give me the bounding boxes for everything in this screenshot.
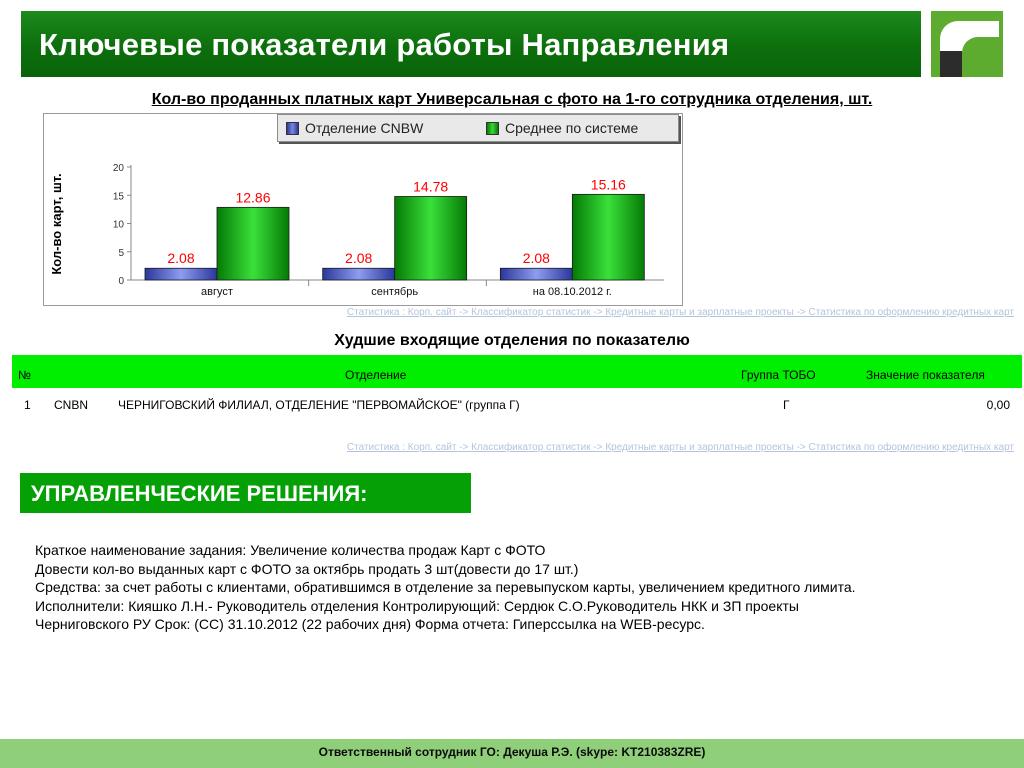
data-label: 2.08 [345, 250, 373, 267]
stats-breadcrumb-link-2[interactable]: Статистика : Корп. сайт -> Классификатор статистик -> Кредитные карты и зарплатные проекты -> Статистика по оформлению кредитных карт [346, 442, 1014, 453]
worst-branches-title: Худшие входящие отделения по показателю [334, 332, 690, 349]
bar-branch [145, 268, 217, 280]
y-axis-label: Кол-во карт, шт. [49, 173, 64, 275]
task-line-4: Исполнители: Кияшко Л.Н.- Руководитель отделения Контролирующий: Сердюк С.О.Руководитель НКК и ЗП проекты [35, 597, 799, 614]
bar-branch [500, 268, 572, 280]
x-category-label: сентябрь [371, 286, 419, 298]
footer-responsible: Ответственный сотрудник ГО: Декуша Р.Э. (skype: KT210383ZRE) [0, 739, 1024, 768]
stats-breadcrumb-link[interactable]: Статистика : Корп. сайт -> Классификатор статистик -> Кредитные карты и зарплатные проекты -> Статистика по оформлению кредитных карт [346, 307, 1014, 318]
page-title: Ключевые показатели работы Направления [39, 27, 730, 62]
x-category-label: август [201, 286, 233, 298]
legend-label-branch: Отделение CNBW [305, 120, 424, 136]
row-num: 1 [24, 398, 31, 412]
legend-label-average: Среднее по системе [505, 120, 639, 136]
col-header-group: Группа ТОБО [741, 368, 816, 382]
legend-swatch-branch [286, 122, 299, 135]
row-value: 0,00 [986, 398, 1010, 412]
data-label: 14.78 [413, 178, 449, 195]
table-row [12, 398, 1022, 418]
legend-item-branch [286, 120, 423, 136]
bar-chart [44, 114, 682, 305]
chart-title: Кол-во проданных платных карт Универсальная с фото на 1-го сотрудника отделения, шт. [151, 91, 873, 108]
x-category-label: на 08.10.2012 г. [532, 286, 612, 298]
y-tick-label: 15 [112, 191, 124, 203]
bar-branch [323, 268, 395, 280]
task-description [35, 541, 856, 634]
legend-item-average [486, 120, 638, 136]
legend-swatch-average [486, 122, 499, 135]
management-decisions-heading: УПРАВЛЕНЧЕСКИЕ РЕШЕНИЯ: [20, 473, 471, 513]
table-header [12, 355, 1022, 388]
row-code: CNBN [54, 398, 89, 412]
task-line-3: Средства: за счет работы с клиентами, обратившимся в отделение за перевыпуском карты, увеличением кредитного лимита. [35, 579, 856, 595]
bar-average [395, 196, 467, 280]
task-line-5: Черниговского РУ Срок: (СС) 31.10.2012 (22 рабочих дня) Форма отчета: Гиперссылка на WEB-ресурс. [35, 616, 705, 632]
chart-legend [277, 114, 679, 142]
y-tick-label: 5 [118, 247, 124, 259]
row-group: Г [783, 398, 790, 412]
bar-average [572, 194, 644, 280]
data-label: 2.08 [522, 250, 550, 267]
bank-logo [931, 11, 1003, 77]
data-label: 15.16 [590, 176, 626, 193]
y-tick-label: 10 [112, 219, 124, 231]
task-line-1: Краткое наименование задания: Увеличение количества продаж Карт с ФОТО [35, 542, 546, 558]
y-tick-label: 20 [112, 163, 124, 174]
row-branch-name: ЧЕРНИГОВСКИЙ ФИЛИАЛ, ОТДЕЛЕНИЕ "ПЕРВОМАЙСКОЕ" (группа Г) [118, 398, 520, 412]
col-header-num: № [18, 368, 31, 382]
data-label: 2.08 [167, 250, 195, 267]
data-label: 12.86 [235, 189, 271, 206]
col-header-value: Значение показателя [866, 368, 985, 382]
task-line-2: Довести кол-во выданных карт с ФОТО за октябрь продать 3 шт(довести до 17 шт.) [35, 560, 579, 577]
y-tick-label: 0 [118, 276, 124, 287]
col-header-branch: Отделение [345, 368, 407, 382]
bar-average [217, 207, 289, 280]
